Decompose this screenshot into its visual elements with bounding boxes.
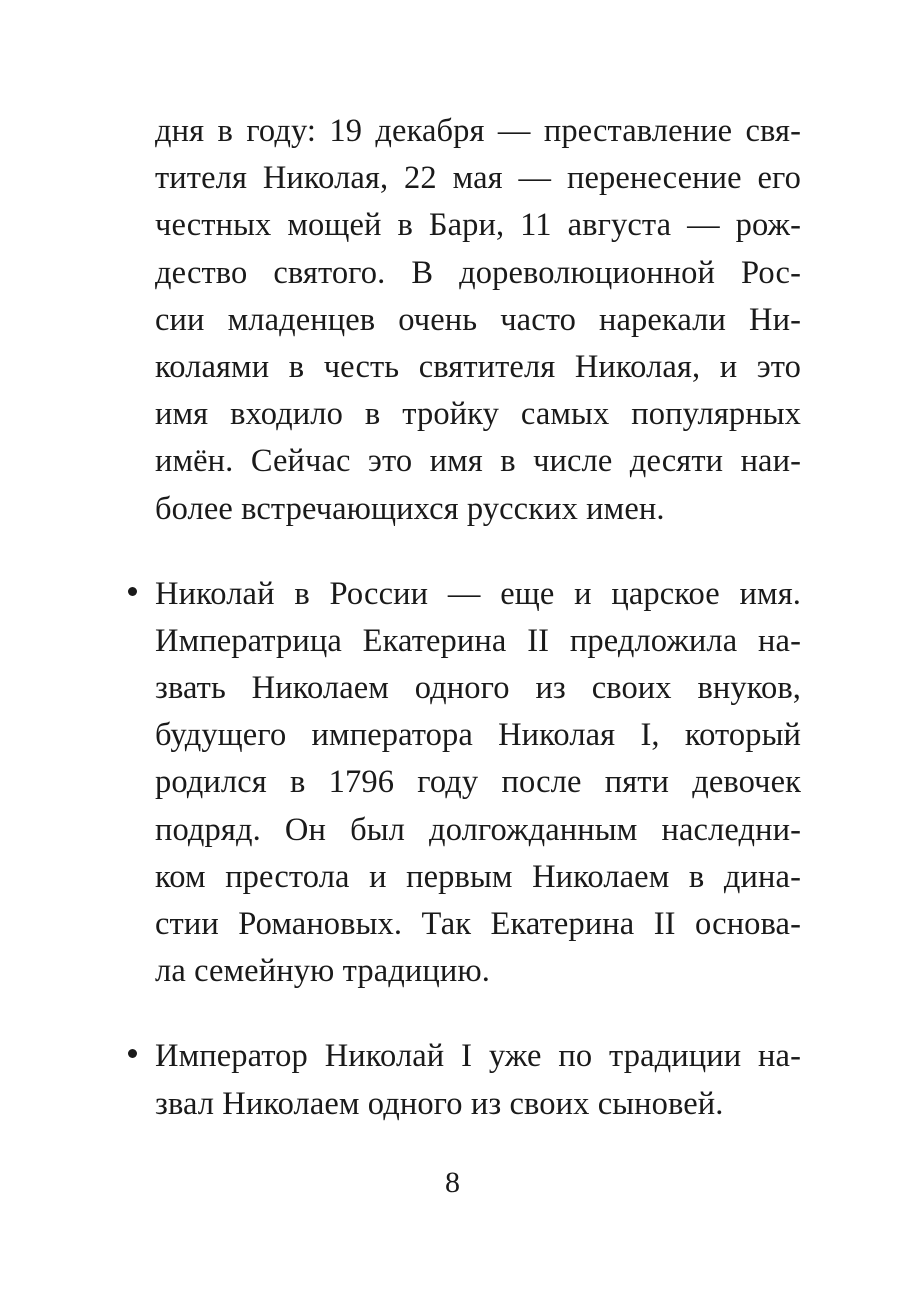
text-line: подряд. Он был долгожданным наследни- [155,811,801,848]
text-line: дество святого. В дореволюционной Рос- [155,254,801,291]
text-line: Николай в России — еще и царское имя. [155,575,801,612]
text-line: тителя Николая, 22 мая — перенесение его [155,160,801,197]
list-item [155,1033,801,1127]
text-line: честных мощей в Бари, 11 августа — рож- [155,207,801,244]
text-line: звать Николаем одного из своих внуков, [155,670,801,707]
page-body-text [155,108,801,1128]
bullet-dot-icon [128,587,137,596]
text-line: имён. Сейчас это имя в числе десяти наи- [155,443,801,480]
text-line: стии Романовых. Так Екатерина II основа- [155,906,801,942]
text-line: дня в году: 19 декабря — преставление свя- [155,113,801,149]
text-line: сии младенцев очень часто нарекали Ни- [155,301,801,338]
bullet-dot-icon [128,1049,137,1058]
list-item [155,571,801,996]
text-line: ла семейную традицию. [155,953,490,990]
text-line: Император Николай I уже по традиции на- [155,1038,801,1075]
text-line: имя входило в тройку самых популярных [155,396,801,433]
text-line: колаями в честь святителя Николая, и это [155,348,801,385]
text-line: звал Николаем одного из своих сыновей. [155,1085,724,1122]
text-line: ком престола и первым Николаем в дина- [155,858,801,895]
text-line: родился в 1796 году после пяти девочек [155,764,801,801]
text-line: более встречающихся русских имен. [155,490,665,527]
page-number: 8 [445,1166,460,1199]
text-line: будущего императора Николая I, который [155,717,801,754]
paragraph-continuation [155,108,801,533]
text-line: Императрица Екатерина II предложила на- [155,622,801,659]
